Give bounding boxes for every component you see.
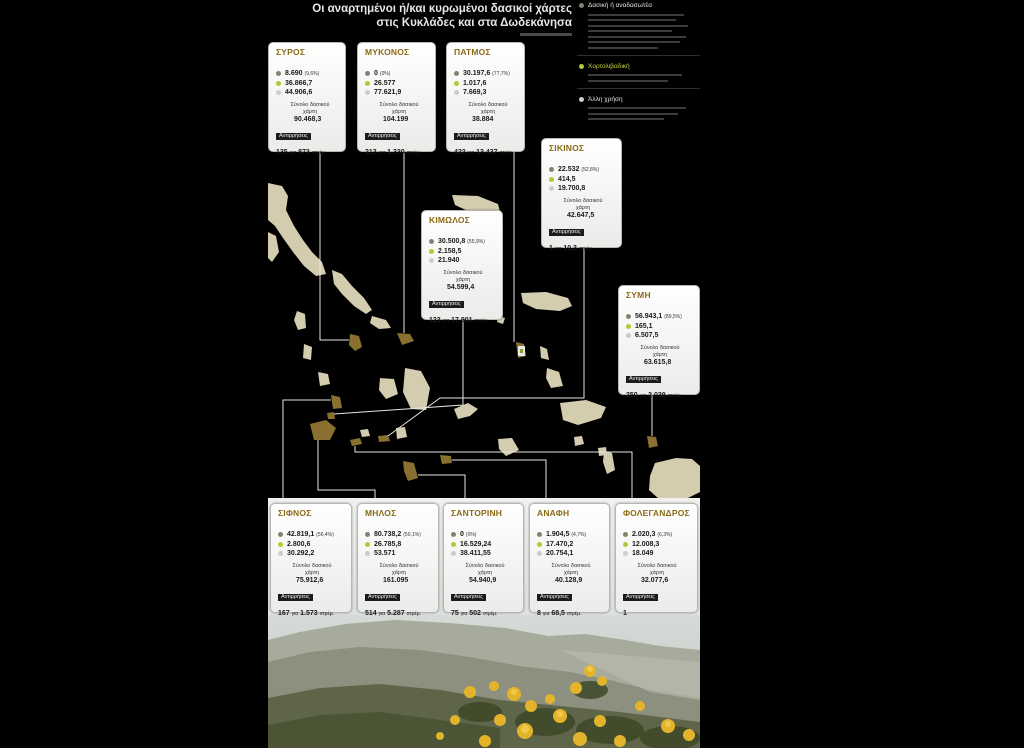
forest-value: 30.500,8 — [438, 238, 466, 245]
forest-row — [429, 237, 498, 247]
grassland-dot — [454, 81, 459, 86]
island-shape — [360, 429, 370, 437]
other-use-value: 18.049 — [632, 550, 654, 557]
patmos-marker-center — [520, 349, 523, 353]
total-label: Σύνολο δασικού χάρτη — [443, 270, 483, 283]
objections-line — [429, 316, 498, 326]
island-name: ΣΥΜΗ — [626, 290, 651, 300]
other-use-row — [365, 88, 431, 97]
forest-percent: (0%) — [379, 71, 391, 77]
forest-percent: (52,8%) — [581, 167, 599, 173]
forest-row — [365, 69, 431, 79]
island-shape — [268, 232, 279, 262]
forest-percent: (50,1%) — [403, 532, 421, 538]
other-use-dot — [365, 90, 370, 95]
objections-for-word: για — [289, 150, 297, 156]
grassland-row — [276, 79, 341, 88]
island-name: ΚΙΜΩΛΟΣ — [429, 215, 470, 225]
objections-line — [626, 391, 695, 401]
forest-percent: (56,4%) — [316, 532, 334, 538]
island-card-syros — [268, 42, 346, 156]
objections-count: 250 — [626, 392, 638, 399]
forest-dot — [626, 314, 631, 319]
grassland-row — [365, 540, 434, 549]
total-value: 54.940,9 — [469, 577, 497, 584]
objections-count: 213 — [365, 149, 377, 156]
total-label: Σύνολο δασικού χάρτη — [563, 198, 603, 211]
island-card-santorini — [443, 503, 524, 617]
illegible-subtitle — [520, 33, 572, 36]
total-value: 104.199 — [383, 116, 409, 123]
forest-row — [537, 530, 605, 540]
island-shape — [318, 372, 330, 386]
connector-line-folegandros — [355, 446, 632, 503]
objections-unit: στρέμ. — [406, 611, 421, 617]
objections-unit: στρέμ. — [578, 246, 594, 252]
grassland-value: 1.017,6 — [463, 80, 487, 87]
other-use-row — [365, 549, 434, 558]
grassland-value: 16.529,24 — [460, 541, 492, 548]
total-value: 63.615,8 — [644, 359, 672, 366]
objections-count: 422 — [454, 149, 466, 156]
island-shape — [332, 270, 372, 314]
total-label: Σύνολο δασικού χάρτη — [468, 102, 508, 115]
other-use-dot — [276, 90, 281, 95]
objections-line — [278, 609, 347, 619]
island-shape — [546, 368, 563, 388]
objections-label: Αντιρρήσεις — [365, 594, 400, 601]
landscape-photo — [268, 615, 700, 748]
grassland-row — [626, 322, 695, 331]
total-label: Σύνολο δασικού χάρτη — [379, 563, 419, 576]
forest-value: 56.943,1 — [635, 313, 663, 320]
forest-value: 2.020,3 — [632, 531, 656, 538]
legend-label-other-use: Άλλη χρήση — [588, 95, 623, 103]
forest-percent: (4,7%) — [571, 532, 587, 538]
island-shape — [540, 346, 549, 360]
total-label: Σύνολο δασικού χάρτη — [465, 563, 505, 576]
total-label: Σύνολο δασικού χάρτη — [290, 102, 330, 115]
island-name: ΣΥΡΟΣ — [276, 47, 306, 57]
grassland-value: 26.785,8 — [374, 541, 402, 548]
objections-label: Αντιρρήσεις — [276, 133, 311, 140]
objections-line — [276, 148, 341, 158]
island-card-milos — [357, 503, 439, 617]
legend-label-forest: Δασική ή αναδασωτέα — [588, 2, 653, 9]
objections-line — [537, 609, 605, 619]
other-use-value: 53.571 — [374, 550, 396, 557]
island-card-sikinos — [541, 138, 622, 252]
legend-item-other-use — [577, 95, 700, 104]
island-shape-sifnos — [331, 395, 342, 409]
total-value: 54.599,4 — [447, 284, 475, 291]
legend-dot-forest — [579, 3, 584, 8]
other-use-value: 44.906,6 — [285, 89, 313, 96]
total-label: Σύνολο δασικού χάρτη — [551, 563, 591, 576]
illegible-text-line — [588, 107, 686, 109]
objections-area: 5.287 — [387, 610, 405, 617]
island-shape-milos — [310, 420, 336, 440]
total-value: 32.077,6 — [641, 577, 669, 584]
forest-value: 8.690 — [285, 70, 303, 77]
illegible-text-line — [588, 118, 664, 120]
total-label: Σύνολο δασικού χάρτη — [379, 102, 419, 115]
objections-line — [451, 609, 519, 619]
objections-label: Αντιρρήσεις — [451, 594, 486, 601]
forest-percent: (89,5%) — [664, 314, 682, 320]
legend-divider — [577, 88, 700, 89]
objections-unit: στρέμ. — [319, 611, 334, 617]
island-shape — [370, 316, 391, 329]
other-use-dot — [537, 551, 542, 556]
grassland-dot — [537, 542, 542, 547]
objections-for-word: για — [442, 318, 450, 324]
other-use-dot — [623, 551, 628, 556]
other-use-dot — [365, 551, 370, 556]
grassland-row — [623, 540, 693, 549]
objections-label: Αντιρρήσεις — [365, 133, 400, 140]
forest-dot — [278, 532, 283, 537]
grassland-value: 26.577 — [374, 80, 396, 87]
island-name: ΣΙΦΝΟΣ — [278, 508, 312, 518]
other-use-value: 77.621,9 — [374, 89, 402, 96]
island-name: ΠΑΤΜΟΣ — [454, 47, 491, 57]
objections-count: 167 — [278, 610, 290, 617]
grassland-value: 165,1 — [635, 323, 653, 330]
objections-unit: στρέμ. — [474, 318, 489, 324]
island-shape-symi — [647, 436, 658, 448]
grassland-dot — [626, 324, 631, 329]
other-use-row — [626, 331, 695, 340]
objections-unit: στρέμ. — [482, 611, 498, 617]
forest-value: 0 — [374, 70, 378, 77]
island-name: ΣΙΚΙΝΟΣ — [549, 143, 585, 153]
legend-label-grassland: Χορτολιβαδική — [588, 62, 630, 70]
island-card-sifnos — [270, 503, 352, 617]
other-use-value: 21.940 — [438, 257, 460, 264]
objections-label: Αντιρρήσεις — [549, 229, 584, 236]
other-use-dot — [454, 90, 459, 95]
illegible-text-line — [588, 36, 686, 38]
forest-row — [623, 530, 693, 540]
objections-area: 1.573 — [300, 610, 318, 617]
objections-line — [454, 148, 520, 158]
forest-value: 0 — [460, 531, 464, 538]
total-value: 75.912,6 — [296, 577, 324, 584]
forest-dot — [276, 71, 281, 76]
island-shape — [603, 451, 615, 474]
island-shape — [521, 292, 572, 311]
objections-area: 13.437 — [476, 149, 498, 156]
infographic-title — [280, 2, 572, 38]
forest-row — [454, 69, 520, 79]
island-shape-syros — [349, 334, 362, 351]
total-value: 42.647,5 — [567, 212, 595, 219]
total-value: 161.095 — [383, 577, 409, 584]
other-use-dot — [278, 551, 283, 556]
island-card-patmos — [446, 42, 525, 156]
other-use-value: 7.669,3 — [463, 89, 487, 96]
illegible-text-line — [588, 25, 688, 27]
other-use-row — [454, 88, 520, 97]
other-use-row — [429, 256, 498, 265]
island-shape-santorini — [403, 461, 418, 481]
objections-label: Αντιρρήσεις — [623, 594, 658, 601]
objections-unit: στρέμ. — [499, 150, 514, 156]
legend — [577, 1, 700, 129]
island-card-folegandros — [615, 503, 698, 617]
legend-item-grassland — [577, 62, 700, 71]
objections-area: 10,3 — [563, 245, 577, 252]
forest-value: 30.197,6 — [463, 70, 491, 77]
island-name: ΦΟΛΕΓΑΝΔΡΟΣ — [623, 508, 690, 518]
objections-count: 75 — [451, 610, 459, 617]
island-shape-anafi — [440, 455, 452, 464]
grassland-value: 12.008,3 — [632, 541, 660, 548]
grassland-row — [537, 540, 605, 549]
island-shape — [498, 438, 519, 456]
forest-dot — [623, 532, 628, 537]
legend-divider — [577, 55, 700, 56]
forest-value: 22.532 — [558, 166, 580, 173]
total-value: 40.128,9 — [555, 577, 583, 584]
island-shape — [379, 378, 398, 399]
grassland-dot — [365, 81, 370, 86]
forest-row — [365, 530, 434, 540]
connector-line-sifnos — [283, 400, 331, 503]
objections-for-word: για — [460, 611, 468, 617]
objections-for-word: για — [542, 611, 550, 617]
grassland-value: 17.470,2 — [546, 541, 574, 548]
objections-label: Αντιρρήσεις — [429, 301, 464, 308]
forest-value: 80.738,2 — [374, 531, 402, 538]
island-shape — [268, 183, 326, 276]
other-use-dot — [451, 551, 456, 556]
objections-for-word: για — [378, 611, 386, 617]
forest-dot — [454, 71, 459, 76]
island-card-mykonos — [357, 42, 436, 156]
other-use-row — [549, 184, 617, 193]
grassland-dot — [278, 542, 283, 547]
title-line-1: Οι αναρτημένοι ή/και κυρωμένοι δασικοί χάρτες — [312, 3, 572, 15]
island-shape — [649, 458, 700, 500]
other-use-value: 38.411,55 — [460, 550, 491, 557]
forest-value: 1.904,5 — [546, 531, 570, 538]
illegible-text-line — [588, 47, 658, 49]
grassland-row — [278, 540, 347, 549]
total-label: Σύνολο δασικού χάρτη — [640, 345, 680, 358]
illegible-text-line — [588, 41, 680, 43]
forest-row — [549, 165, 617, 175]
objections-for-word: για — [554, 246, 562, 252]
objections-count: 135 — [276, 149, 288, 156]
grassland-dot — [623, 542, 628, 547]
grassland-row — [365, 79, 431, 88]
objections-for-word: για — [639, 393, 647, 399]
grassland-dot — [365, 542, 370, 547]
objections-line — [365, 148, 431, 158]
island-shape — [403, 368, 430, 410]
objections-line — [623, 609, 693, 619]
other-use-row — [537, 549, 605, 558]
objections-area: 17.901 — [451, 317, 473, 324]
total-value: 90.468,3 — [294, 116, 322, 123]
grassland-value: 36.866,7 — [285, 80, 313, 87]
objections-for-word: για — [378, 150, 386, 156]
forest-row — [276, 69, 341, 79]
forest-row — [278, 530, 347, 540]
illegible-text-line — [588, 80, 668, 82]
grassland-row — [454, 79, 520, 88]
objections-line — [365, 609, 434, 619]
other-use-value: 30.292,2 — [287, 550, 315, 557]
objections-area: 873 — [298, 149, 310, 156]
objections-unit: στρέμ. — [311, 150, 327, 156]
other-use-row — [276, 88, 341, 97]
legend-dot-grassland — [579, 64, 584, 69]
other-use-dot — [429, 258, 434, 263]
island-name: ΜΗΛΟΣ — [365, 508, 397, 518]
forest-percent: (0%) — [465, 532, 477, 538]
other-use-row — [623, 549, 693, 558]
objections-count: 1 — [549, 245, 553, 252]
other-use-value: 20.754,1 — [546, 550, 574, 557]
objections-count: 123 — [429, 317, 441, 324]
grassland-dot — [429, 249, 434, 254]
forest-percent: (55,9%) — [467, 239, 485, 245]
forest-percent: (6,3%) — [657, 532, 673, 538]
forest-value: 42.819,1 — [287, 531, 315, 538]
other-use-dot — [549, 186, 554, 191]
island-card-kimolos — [421, 210, 503, 324]
objections-unit: στρέμ. — [566, 611, 582, 617]
illegible-text-line — [588, 74, 682, 76]
grassland-row — [451, 540, 519, 549]
other-use-value: 19.700,8 — [558, 185, 586, 192]
island-shape-kimolos — [327, 412, 335, 419]
objections-area: 1.330 — [387, 149, 405, 156]
other-use-value: 6.507,5 — [635, 332, 659, 339]
island-name: ΣΑΝΤΟΡΙΝΗ — [451, 508, 503, 518]
total-label: Σύνολο δασικού χάρτη — [637, 563, 677, 576]
forest-dot — [537, 532, 542, 537]
other-use-row — [451, 549, 519, 558]
island-shape-folegandros — [350, 438, 362, 446]
grassland-row — [549, 175, 617, 184]
objections-for-word: για — [467, 150, 475, 156]
island-card-symi — [618, 285, 700, 399]
forest-row — [451, 530, 519, 540]
island-shape — [574, 436, 584, 446]
objections-count: 8 — [537, 610, 541, 617]
forest-dot — [451, 532, 456, 537]
forest-dot — [549, 167, 554, 172]
objections-for-word: για — [291, 611, 299, 617]
forest-percent: (77,7%) — [492, 71, 510, 77]
other-use-row — [278, 549, 347, 558]
connector-line-syros — [320, 152, 349, 340]
island-name: ΑΝΑΦΗ — [537, 508, 570, 518]
objections-area: 2.039 — [648, 392, 666, 399]
island-shape — [294, 311, 306, 330]
grassland-value: 2.800,6 — [287, 541, 311, 548]
connector-line-milos — [318, 440, 375, 503]
objections-area: 502 — [469, 610, 481, 617]
grassland-dot — [276, 81, 281, 86]
forest-dot — [429, 239, 434, 244]
grassland-row — [429, 247, 498, 256]
island-card-anafi — [529, 503, 610, 617]
objections-label: Αντιρρήσεις — [278, 594, 313, 601]
objections-label: Αντιρρήσεις — [626, 376, 661, 383]
island-shape — [303, 344, 312, 360]
legend-dot-other-use — [579, 97, 584, 102]
objections-label: Αντιρρήσεις — [537, 594, 572, 601]
connector-line-anafi — [452, 460, 546, 503]
grassland-dot — [549, 177, 554, 182]
other-use-dot — [626, 333, 631, 338]
title-line-2: στις Κυκλάδες και στα Δωδεκάνησα — [376, 17, 572, 29]
total-label: Σύνολο δασικού χάρτη — [292, 563, 332, 576]
island-shape — [560, 400, 606, 425]
objections-unit: στρέμ. — [667, 393, 682, 399]
illegible-text-line — [588, 19, 676, 21]
objections-line — [549, 244, 617, 254]
objections-count: 1 — [623, 610, 627, 617]
objections-count: 514 — [365, 610, 377, 617]
objections-unit: στρέμ. — [406, 150, 421, 156]
forest-dot — [365, 532, 370, 537]
forest-dot — [365, 71, 370, 76]
grassland-value: 414,5 — [558, 176, 576, 183]
grassland-value: 2.158,5 — [438, 248, 462, 255]
grassland-dot — [451, 542, 456, 547]
legend-item-forest — [577, 1, 700, 10]
island-shape-mykonos — [397, 333, 414, 345]
illegible-text-line — [588, 113, 678, 115]
forest-percent: (9,6%) — [304, 71, 320, 77]
illegible-text-line — [588, 14, 684, 16]
island-name: ΜΥΚΟΝΟΣ — [365, 47, 410, 57]
forest-row — [626, 312, 695, 322]
illegible-text-line — [588, 30, 672, 32]
objections-area: 68,5 — [551, 610, 565, 617]
objections-label: Αντιρρήσεις — [454, 133, 489, 140]
total-value: 38.884 — [472, 116, 494, 123]
